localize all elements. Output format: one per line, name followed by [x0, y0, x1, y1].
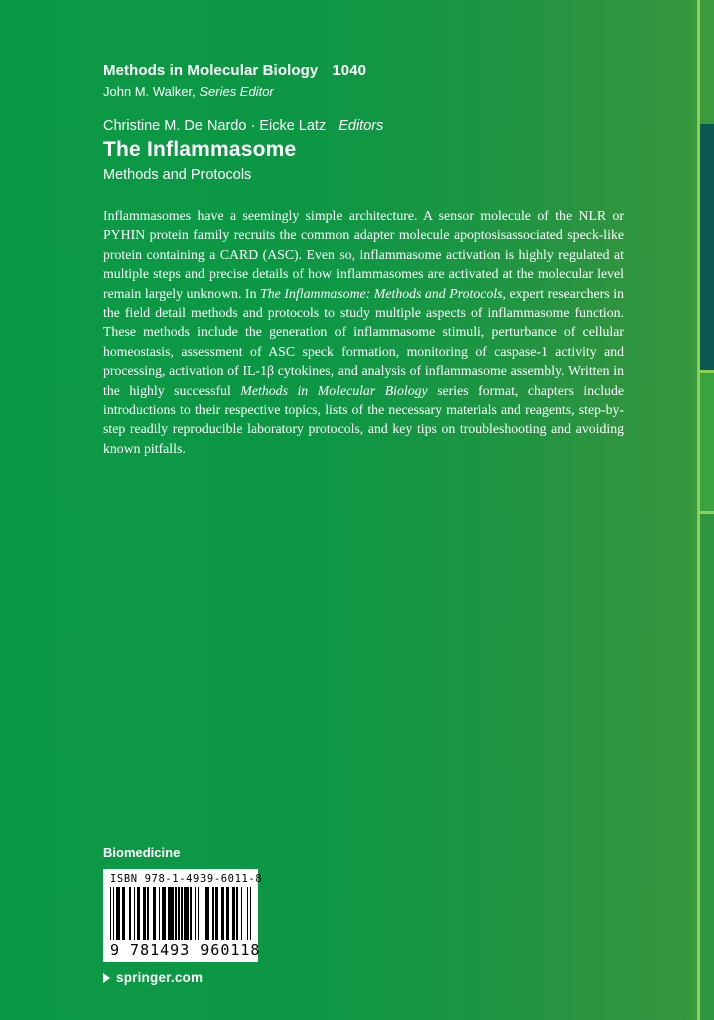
- editors-names: Christine M. De Nardo · Eicke Latz: [103, 118, 327, 134]
- cover-header: [103, 62, 383, 183]
- arrow-icon: [103, 973, 110, 983]
- strip-green-bottom: [700, 514, 714, 1020]
- strip-teal-block: [700, 124, 714, 370]
- right-edge-strip: [700, 0, 714, 1020]
- strip-green-top: [700, 0, 714, 124]
- editors-line: [103, 118, 383, 134]
- back-cover-blurb: [103, 206, 624, 458]
- series-editor-line: [103, 84, 383, 99]
- blurb-text-segment: Inflammasomes have a seemingly simple architecture. A sensor molecule of the NLR or PYHIN protein family recruits the common adapter molecule apoptosisassociated speck-like protein containing a CARD (ASC). Even so, inflammasome activation is highly regulated at multiple steps and precise details of how inflammasomes are activated at the molecular level remain largely unknown. In: [103, 208, 624, 301]
- book-subtitle: Methods and Protocols: [103, 167, 252, 183]
- book-title: The Inflammasome: [103, 138, 297, 161]
- isbn-label: ISBN 978-1-4939-6011-8: [110, 873, 263, 885]
- blurb-text-segment: , expert researchers in the field detail methods and protocols to study multiple aspects of inflammasome function. These methods include the generation of inflammasome stimuli, perturbance of cellular homeostasis, assessment of ASC speck formation, monitoring of caspase-1 activity and processing, activation of IL-1β cytokines, and analysis of inflammasome assembly. Written in the highly successful: [103, 285, 624, 398]
- category-label: Biomedicine: [103, 845, 181, 860]
- blurb-italic-segment: Methods in Molecular Biology: [240, 382, 428, 398]
- series-title: Methods in Molecular Biology: [103, 62, 319, 79]
- blurb-italic-segment: The Inflammasome: Methods and Protocols: [260, 285, 503, 301]
- strip-green-mid: [700, 373, 714, 511]
- isbn-barcode-box: [103, 869, 263, 962]
- series-editor-name: John M. Walker,: [103, 84, 196, 99]
- series-editor-role: Series Editor: [199, 84, 274, 99]
- series-title-line: [103, 62, 383, 79]
- ean-number: 9 781493 960118: [110, 941, 261, 959]
- publisher-url: springer.com: [116, 970, 204, 985]
- ean13-barcode: [110, 887, 251, 940]
- publisher-line: [103, 970, 203, 985]
- blurb-text-segment: series format, chapters include introductions to their respective topics, lists of the necessary materials and reagents, step-by-step readily reproducible laboratory protocols, and key tips on troubleshooting and avoiding known pitfalls.: [103, 382, 624, 456]
- series-number: 1040: [332, 62, 367, 79]
- editors-role: Editors: [338, 118, 384, 134]
